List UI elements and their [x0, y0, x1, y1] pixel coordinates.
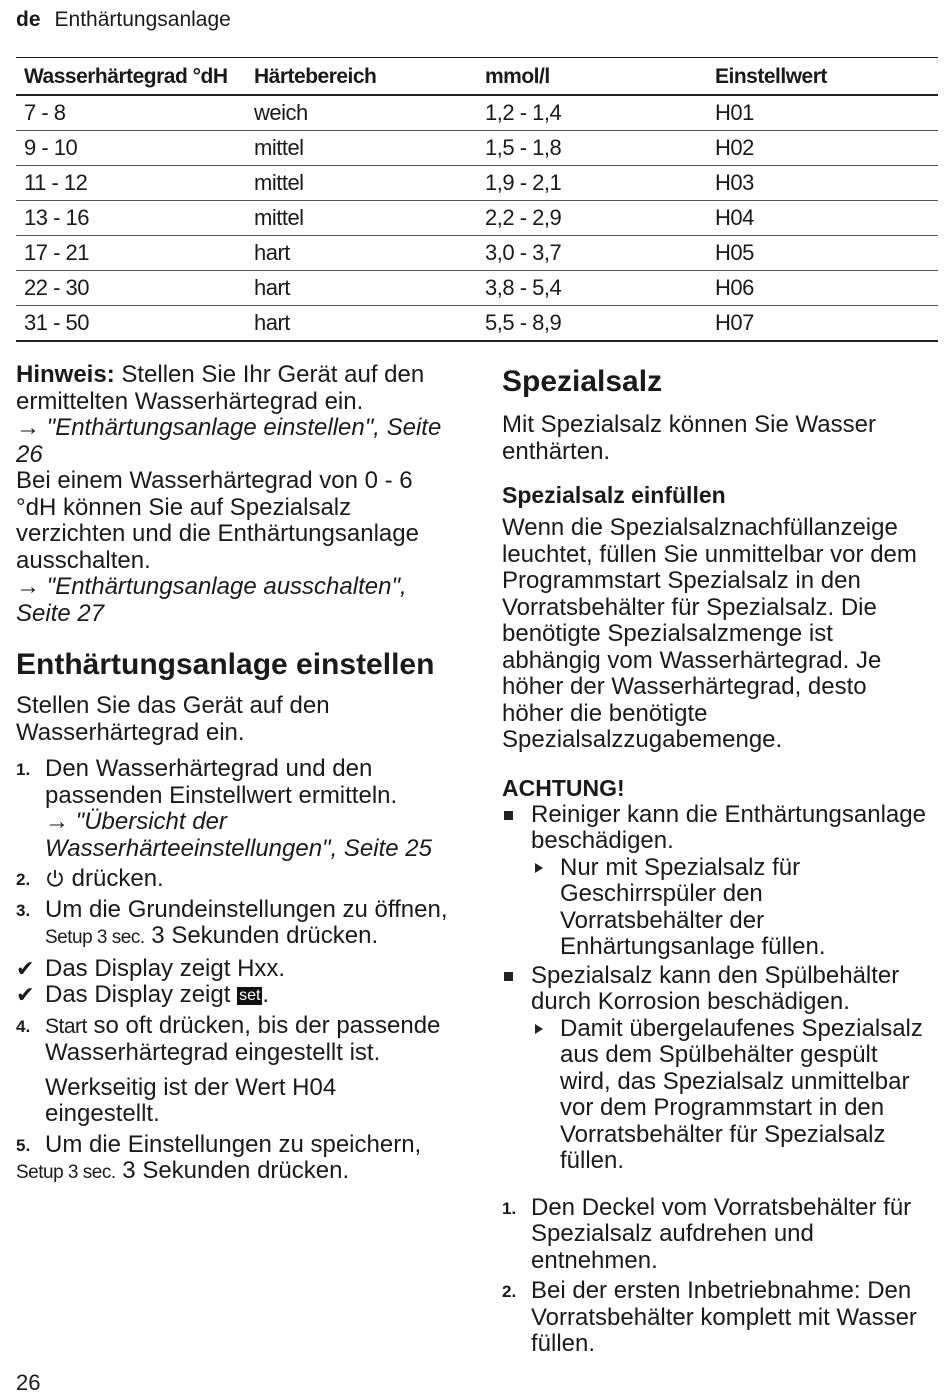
step-number: 2. — [16, 870, 31, 889]
table-cell: weich — [246, 95, 477, 131]
step-item — [502, 1195, 932, 1275]
warning-bullet — [502, 963, 932, 1175]
column-header: mmol/l — [477, 60, 707, 95]
section-heading: Enthärtungsanlage einstellen — [16, 648, 435, 681]
page-number: 26 — [16, 1370, 41, 1395]
action-item — [531, 855, 932, 961]
section-intro: Mit Spezialsalz können Sie Wasser enthärten. — [502, 411, 876, 465]
table-cell: hart — [246, 306, 477, 342]
note-paragraph — [16, 362, 456, 415]
table-cell: 13 - 16 — [16, 201, 246, 236]
step-text: Um die Einstellungen zu speichern, — [45, 1130, 422, 1158]
table-cell: 22 - 30 — [16, 271, 246, 306]
table-cell: 5,5 - 8,9 — [477, 306, 707, 342]
bullet-text: Reiniger kann die Enthärtungsanlage beschädigen. — [531, 800, 926, 854]
water-hardness-table — [16, 60, 938, 342]
step-note-text: Werkseitig ist der Wert H04 eingestellt. — [45, 1073, 337, 1127]
table-cell: mittel — [246, 201, 477, 236]
setup-key-label: Setup 3 sec. — [16, 1162, 116, 1183]
power-icon — [45, 865, 65, 892]
table-cell: H01 — [707, 95, 938, 131]
table-cell: 1,5 - 1,8 — [477, 131, 707, 166]
step-number: 5. — [16, 1135, 31, 1155]
table-cell: 7 - 8 — [16, 95, 246, 131]
step-item — [16, 1132, 456, 1187]
note-text: Stellen Sie Ihr Gerät auf den ermittelten Wasserhärtegrad ein. — [16, 361, 425, 415]
table-cell: H07 — [707, 306, 938, 342]
arrow-icon: → — [45, 808, 76, 835]
column-header: Härtebereich — [246, 60, 477, 95]
result-text: Das Display zeigt — [45, 981, 231, 1008]
checkmark-icon: ✔ — [16, 955, 35, 981]
bullet-square-icon — [504, 972, 513, 981]
section-intro: Stellen Sie das Gerät auf den Wasserhärtegrad ein. — [16, 692, 330, 746]
bullet-square-icon — [504, 811, 513, 820]
table-cell: H02 — [707, 131, 938, 166]
reference-link[interactable] — [45, 808, 432, 862]
step-note — [16, 1075, 456, 1128]
step-number: 1. — [502, 1198, 517, 1218]
body-paragraph: Wenn die Spezialsalznachfüllanzeige leuchtet, füllen Sie unmittelbar vor dem Programmstart Spezialsalz in den Vorratsbehälter für Spezialsalz. Die benötigte Spezialsalzmenge ist abhängig vom Wasserhärtegrad. Je höher der Wasserhärtegrad, desto höher die benötigte Spezialsalzzugabemenge. — [502, 514, 917, 753]
table-cell: 31 - 50 — [16, 306, 246, 342]
step-number: 2. — [502, 1282, 517, 1301]
table-row — [16, 271, 938, 306]
table-cell: hart — [246, 236, 477, 271]
start-key-label: Start — [45, 1014, 87, 1038]
column-header: Wasserhärtegrad °dH — [16, 60, 246, 95]
step-text: 3 Sekunden drücken. — [151, 922, 379, 949]
reference-text: "Enthärtungsanlage einstellen", Seite 26 — [16, 414, 442, 468]
table-cell: mittel — [246, 166, 477, 201]
reference-text: "Enthärtungsanlage ausschalten", Seite 27 — [16, 573, 407, 627]
bullet-text: Spezialsalz kann den Spülbehälter durch Korrosion beschädigen. — [531, 961, 900, 1015]
table-cell: hart — [246, 271, 477, 306]
step-number: 1. — [16, 760, 31, 779]
table-cell: mittel — [246, 131, 477, 166]
section-heading: Spezialsalz — [502, 365, 663, 398]
display-set-badge: set — [239, 987, 261, 1004]
table-row — [16, 201, 938, 236]
step-text: Den Wasserhärtegrad und den passenden Einstellwert ermitteln. — [45, 755, 398, 809]
reference-link[interactable] — [16, 415, 456, 468]
step-text: Bei der ersten Inbetriebnahme: Den Vorratsbehälter komplett mit Wasser füllen. — [531, 1277, 917, 1357]
reference-link[interactable] — [16, 574, 456, 627]
arrow-icon: → — [16, 573, 47, 600]
setup-key-label: Setup 3 sec. — [45, 927, 145, 948]
language-code: de — [16, 8, 41, 31]
reference-text: "Übersicht der Wasserhärteeinstellungen", Seite 25 — [45, 808, 432, 862]
triangle-arrow-icon — [535, 1024, 543, 1034]
header-divider — [16, 57, 938, 58]
warning-title: ACHTUNG! — [502, 774, 625, 801]
table-row — [16, 166, 938, 201]
table-cell: 11 - 12 — [16, 166, 246, 201]
step-item — [16, 756, 456, 862]
left-column — [16, 362, 456, 1187]
step-item — [502, 1278, 932, 1358]
arrow-icon: → — [16, 414, 47, 441]
table-cell: H06 — [707, 271, 938, 306]
table-cell: 3,0 - 3,7 — [477, 236, 707, 271]
step-item — [16, 1013, 456, 1067]
table-cell: 1,2 - 1,4 — [477, 95, 707, 131]
note-paragraph-2: Bei einem Wasserhärtegrad von 0 - 6 °dH können Sie auf Spezialsalz verzichten und die Enthärtungsanlage ausschalten. — [16, 467, 419, 574]
step-text: Den Deckel vom Vorratsbehälter für Spezialsalz aufdrehen und entnehmen. — [531, 1193, 912, 1274]
step-text: 3 Sekunden drücken. — [122, 1157, 350, 1184]
table-cell: H05 — [707, 236, 938, 271]
action-text: Damit übergelaufenes Spezialsalz aus dem Spülbehälter gespült wird, das Spezialsalz unmittelbar vor dem Programmstart in den Vorratsbehälter für Spezialsalz füllen. — [560, 1014, 923, 1174]
step-number: 3. — [16, 900, 31, 920]
subsection-heading: Spezialsalz einfüllen — [502, 482, 726, 508]
triangle-arrow-icon — [535, 863, 543, 873]
step-number: 4. — [16, 1016, 31, 1036]
table-row — [16, 306, 938, 342]
checkmark-icon: ✔ — [16, 982, 35, 1007]
step-text: Um die Grundeinstellungen zu öffnen, — [45, 895, 448, 923]
table-cell: 17 - 21 — [16, 236, 246, 271]
action-item — [531, 1016, 932, 1175]
right-column — [502, 362, 932, 1358]
page-header — [16, 8, 231, 32]
warning-bullet — [502, 802, 932, 961]
result-item: ✔ Das Display zeigt set. — [16, 981, 270, 1008]
table-cell: 3,8 - 5,4 — [477, 271, 707, 306]
action-text: Nur mit Spezialsalz für Geschirrspüler den Vorratsbehälter der Enhärtungsanlage füllen. — [560, 853, 826, 960]
step-item — [16, 897, 456, 952]
table-row — [16, 95, 938, 131]
step-text: so oft drücken, bis der passende Wasserhärtegrad eingestellt ist. — [45, 1011, 441, 1066]
table-row — [16, 236, 938, 271]
header-title: Enthärtungsanlage — [54, 8, 231, 31]
table-header-row — [16, 60, 938, 95]
table-cell: H03 — [707, 166, 938, 201]
table-cell: 2,2 - 2,9 — [477, 201, 707, 236]
table-cell: 9 - 10 — [16, 131, 246, 166]
column-header: Einstellwert — [707, 60, 938, 95]
step-text: drücken. — [71, 865, 164, 892]
step-item — [16, 866, 456, 893]
note-label: Hinweis: — [16, 361, 115, 388]
table-row — [16, 131, 938, 166]
table-cell: 1,9 - 2,1 — [477, 166, 707, 201]
result-text: Das Display zeigt Hxx. — [45, 954, 286, 982]
table-cell: H04 — [707, 201, 938, 236]
result-item — [16, 956, 456, 983]
